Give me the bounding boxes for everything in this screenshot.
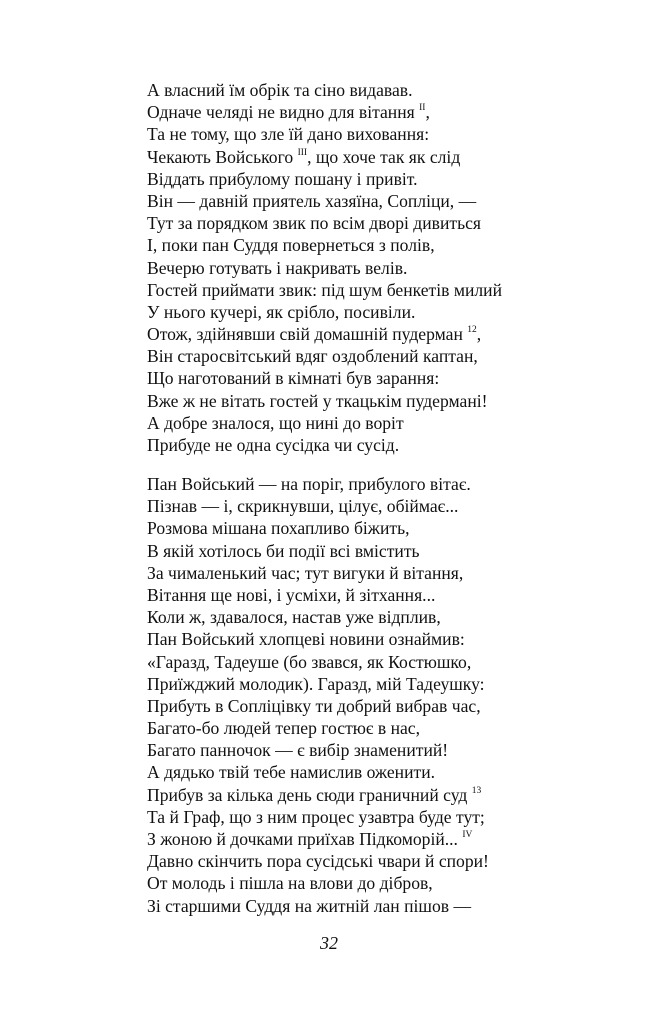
verse-line-text: І, поки пан Суддя повернеться з полів, (147, 235, 435, 256)
verse-line (147, 540, 617, 562)
verse-line-text: А власний їм обрік та сіно видавав. (147, 80, 413, 100)
verse-line-text: Пан Войський хлопцеві новини ознаймив: (147, 629, 465, 650)
page-number: 32 (320, 933, 338, 953)
verse-line (147, 473, 617, 495)
footnote-marker: 13 (471, 785, 482, 796)
verse-line (147, 495, 617, 517)
verse-line-text: Одначе челяді не видно для вітання (147, 102, 415, 123)
verse-line-text: В якій хотілось би події всі вмістить (147, 540, 420, 561)
verse-line (147, 234, 617, 256)
verse-line (147, 412, 617, 434)
verse-line (147, 739, 617, 761)
verse-line (147, 168, 617, 190)
verse-line-text: Вже ж не вітать гостей у ткацькім пудермані! (147, 390, 488, 411)
verse-line-text: У нього кучері, як срібло, посивіли. (147, 301, 416, 322)
verse-line-text: Коли ж, здавалося, настав уже відплив, (147, 607, 441, 628)
verse-line-text: Вітання ще нові, і усміхи, й зітхання... (147, 584, 436, 605)
verse-line-text: Прибув за кілька день сюди граничний суд (147, 784, 468, 805)
verse-line (147, 390, 617, 412)
verse-line (147, 761, 617, 783)
verse-line-text: Чекають Войського (147, 146, 294, 167)
verse-line (147, 628, 617, 650)
verse-line (147, 651, 617, 673)
verse-line (147, 434, 617, 456)
verse-line (147, 101, 617, 123)
verse-line (147, 562, 617, 584)
verse-line-text: Гостей приймати звик: під шум бенкетів милий (147, 279, 503, 300)
verse-line (147, 850, 617, 872)
verse-line (147, 279, 617, 301)
verse-line (147, 79, 617, 101)
verse-line-text: За чималенький час; тут вигуки й вітання, (147, 562, 464, 583)
verse-line-text: Прибуть в Сопліцівку ти добрий вибрав час, (147, 695, 481, 716)
verse-line-text: А добре зналося, що нині до воріт (147, 412, 404, 433)
verse-line (147, 828, 617, 850)
verse-line-tail: , що хоче так як слід (307, 146, 461, 167)
verse-line (147, 695, 617, 717)
verse-line-text: Багато панночок — є вибір знаменитий! (147, 740, 449, 761)
verse-line-tail: , (476, 324, 482, 345)
verse-line (147, 895, 617, 917)
verse-line-text: Прибуде не одна сусідка чи сусід. (147, 435, 400, 455)
verse-line-text: Та не тому, що зле їй дано виховання: (147, 124, 430, 145)
verse-line (147, 872, 617, 894)
verse-line (147, 323, 617, 345)
verse-line (147, 212, 617, 234)
verse-line (147, 257, 617, 279)
verse-line-text: Він старосвітський вдяг оздоблений каптан, (147, 346, 478, 367)
verse-line (147, 517, 617, 539)
verse-line (147, 190, 617, 212)
verse-line-text: Вечерю готувать і накривать велів. (147, 257, 408, 278)
verse-line-text: Пізнав — і, скрикнувши, цілує, обіймає... (147, 496, 459, 517)
verse-line (147, 806, 617, 828)
verse-line-text: Віддать прибулому пошану і привіт. (147, 168, 418, 189)
verse-line (147, 584, 617, 606)
verse-line-text: Давно скінчить пора сусідські чвари й спори! (147, 851, 489, 872)
verse-line-tail: , (425, 102, 430, 123)
verse-line-text: Він — давній приятель хазяїна, Сопліци, — (147, 190, 477, 211)
verse-line-text: Розмова мішана похапливо біжить, (147, 518, 410, 539)
verse-line-text: Отож, здійнявши свій домашній пудерман (147, 324, 463, 345)
verse-line-text: З жоною й дочками приїхав Підкоморій... (147, 829, 458, 849)
verse-line (147, 301, 617, 323)
footnote-marker: 12 (467, 325, 477, 336)
verse-line (147, 606, 617, 628)
verse-line-text: Тут за порядком звик по всім дворі дивиться (147, 213, 481, 234)
verse-line-text: Багато-бо людей тепер гостює в нас, (147, 718, 421, 739)
verse-line (147, 345, 617, 367)
verse-line-text: От молодь і пішла на влови до дібров, (147, 873, 433, 894)
verse-line-text: А дядько твій тебе намислив оженити. (147, 762, 436, 783)
verse-line-text: Пан Войський — на поріг, прибулого вітає. (147, 474, 471, 494)
verse-line (147, 146, 617, 168)
footnote-marker: III (297, 147, 308, 158)
verse-line-text: Зі старшими Суддя на житній лан пішов — (147, 895, 472, 916)
verse-line-text: Та й Граф, що з ним процес узавтра буде тут; (147, 806, 485, 827)
stanza-2 (147, 473, 617, 917)
verse-line (147, 784, 617, 806)
verse-line (147, 123, 617, 145)
stanza-1 (147, 79, 617, 456)
verse-line (147, 367, 617, 389)
footnote-marker: II (419, 103, 426, 114)
verse-line-text: Приїжджий молодик). Гаразд, мій Тадеушку: (147, 673, 485, 694)
verse-line (147, 717, 617, 739)
verse-line-text: Що наготований в кімнаті був зарання: (147, 368, 440, 389)
footnote-marker: IV (462, 830, 473, 841)
verse-line (147, 673, 617, 695)
verse-line-text: «Гаразд, Тадеуше (бо звався, як Костюшко, (147, 651, 472, 672)
